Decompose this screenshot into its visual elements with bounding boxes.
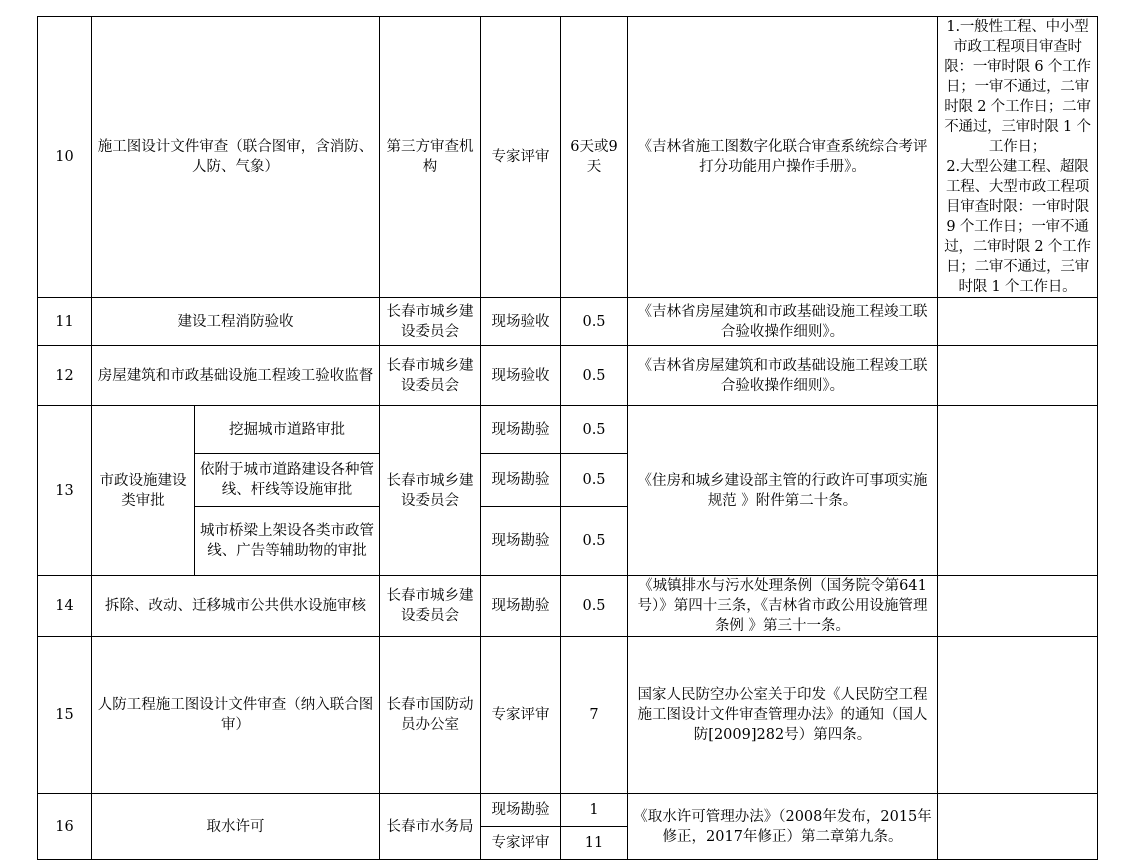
row-number: 12 [38,346,92,406]
department: 长春市国防动员办公室 [380,637,481,794]
item-name: 取水许可 [92,794,380,860]
time-limit: 6天或9天 [561,17,628,298]
item-name: 房屋建筑和市政基础设施工程竣工验收监督 [92,346,380,406]
table-row [38,346,1098,406]
remarks [938,637,1098,794]
review-method: 专家评审 [481,637,561,794]
item-name: 建设工程消防验收 [92,298,380,346]
remarks [938,576,1098,637]
row-number: 11 [38,298,92,346]
time-limit: 0.5 [561,507,628,576]
time-limit: 11 [561,827,628,860]
item-name: 施工图设计文件审查（联合图审，含消防、人防、气象） [92,17,380,298]
table-row [38,17,1098,298]
remarks [938,346,1098,406]
row-number: 16 [38,794,92,860]
legal-basis: 《吉林省房屋建筑和市政基础设施工程竣工联合验收操作细则》。 [628,346,938,406]
review-method: 现场验收 [481,346,561,406]
review-method: 专家评审 [481,17,561,298]
remarks: 1.一般性工程、中小型市政工程项目审查时限：一审时限 6 个工作日；一审不通过，二审时限 2 个工作日；二审不通过，三审时限 1 个工作日； 2.大型公建工程、超限工程、大型市政工程项目审查时限：一审时限 9 个工作日；一审不通过，二审时限 2 个工作日；二审不通过，三审时限 1 个工作日。 [938,17,1098,298]
table-row [38,637,1098,794]
row-number: 14 [38,576,92,637]
legal-basis: 《城镇排水与污水处理条例（国务院令第641号）》第四十三条，《吉林省市政公用设施管理条例 》第三十一条。 [628,576,938,637]
time-limit: 0.5 [561,406,628,454]
row-number: 13 [38,406,92,576]
remarks [938,794,1098,860]
table-row [38,794,1098,827]
time-limit: 0.5 [561,298,628,346]
remarks [938,406,1098,576]
legal-basis: 国家人民防空办公室关于印发《人民防空工程施工图设计文件审查管理办法》的通知（国人防[2009]282号）第四条。 [628,637,938,794]
sub-item-name: 挖掘城市道路审批 [195,406,380,454]
review-method: 现场勘验 [481,406,561,454]
legal-basis: 《住房和城乡建设部主管的行政许可事项实施规范 》附件第二十条。 [628,406,938,576]
review-method: 现场勘验 [481,454,561,507]
time-limit: 0.5 [561,576,628,637]
item-name: 拆除、改动、迁移城市公共供水设施审核 [92,576,380,637]
department: 长春市城乡建设委员会 [380,346,481,406]
sub-item-name: 依附于城市道路建设各种管线、杆线等设施审批 [195,454,380,507]
department: 长春市城乡建设委员会 [380,576,481,637]
department: 第三方审查机构 [380,17,481,298]
sub-item-name: 城市桥梁上架设各类市政管线、广告等辅助物的审批 [195,507,380,576]
approval-items-table [37,16,1098,860]
table-row [38,576,1098,637]
legal-basis: 《吉林省房屋建筑和市政基础设施工程竣工联合验收操作细则》。 [628,298,938,346]
table-row [38,298,1098,346]
time-limit: 0.5 [561,346,628,406]
remarks [938,298,1098,346]
review-method: 现场勘验 [481,576,561,637]
department: 长春市城乡建设委员会 [380,298,481,346]
department: 长春市城乡建设委员会 [380,406,481,576]
item-name: 人防工程施工图设计文件审查（纳入联合图审） [92,637,380,794]
time-limit: 7 [561,637,628,794]
item-category: 市政设施建设类审批 [92,406,195,576]
department: 长春市水务局 [380,794,481,860]
row-number: 15 [38,637,92,794]
time-limit: 0.5 [561,454,628,507]
review-method: 专家评审 [481,827,561,860]
review-method: 现场勘验 [481,794,561,827]
review-method: 现场验收 [481,298,561,346]
legal-basis: 《取水许可管理办法》（2008年发布，2015年修正，2017年修正）第二章第九条。 [628,794,938,860]
row-number: 10 [38,17,92,298]
table-row [38,406,1098,454]
time-limit: 1 [561,794,628,827]
review-method: 现场勘验 [481,507,561,576]
legal-basis: 《吉林省施工图数字化联合审查系统综合考评打分功能用户操作手册》。 [628,17,938,298]
